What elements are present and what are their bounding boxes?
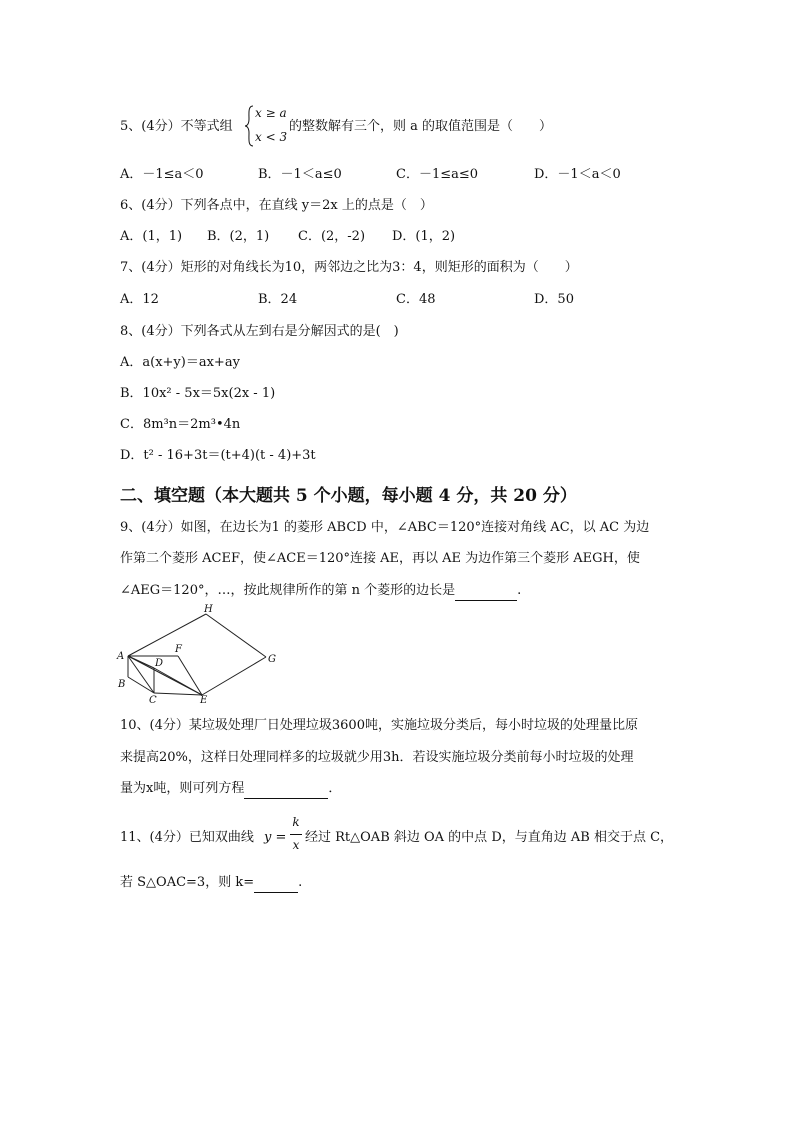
q11-line-2-end: . [298,875,303,890]
q6-text: 6、(4分）下列各点中，在直线 y＝2x 上的点是（ ） [120,198,433,213]
q8-option-c: C．8m³n＝2m³•4n [120,417,241,432]
figure-label-a: A [117,651,125,662]
rhombus-figure [112,602,287,704]
q5-prefix: 5、(4分）不等式组 [120,119,233,134]
q5-system-top: x ≥ a [255,106,287,120]
figure-label-d: D [155,658,164,669]
q11-line-2 [120,874,302,893]
q7-option-c: C．48 [396,292,436,307]
figure-label-g: G [268,654,276,665]
q10-line-1: 10、(4分）某垃圾处理厂日处理垃圾3600吨，实施垃圾分类后，每小时垃圾的处理量比原 [120,718,638,733]
figure-label-b: B [118,679,126,690]
q8-option-a: A．a(x+y)＝ax+ay [120,355,240,370]
q11-fraction-bar [290,834,302,835]
brace-icon [244,105,254,147]
q5-option-c: C．－1≤a≤0 [396,167,479,182]
q5-option-d: D．－1＜a＜0 [534,167,621,182]
q11-numerator: k [292,815,300,829]
section-heading: 二、填空题（本大题共 5 个小题，每小题 4 分，共 20 分） [120,486,577,506]
q6-option-b: B．(2，1) [207,229,270,244]
q11-answer-blank[interactable] [254,874,298,893]
q5-option-a: A．－1≤a＜0 [120,167,204,182]
q9-line-2: 作第二个菱形 ACEF，使∠ACE＝120°连接 AE，再以 AE 为边作第三个菱形 AEGH，使 [120,551,640,566]
q7-option-d: D．50 [534,292,574,307]
q10-line-3 [120,780,341,799]
q9-line-3 [120,582,521,601]
q6-option-c: C．(2，-2) [298,229,366,244]
figure-label-f: F [175,644,182,655]
q10-line-3-text: 量为x吨，则可列方程 [120,781,245,796]
q8-text: 8、(4分）下列各式从左到右是分解因式的是( ) [120,324,399,339]
figure-label-c: C [149,695,157,704]
q6-option-d: D．(1，2) [392,229,456,244]
q5-option-b: B．－1＜a≤0 [258,167,342,182]
q6-option-a: A．(1，1) [120,229,183,244]
q8-option-d: D．t² - 16+3t＝(t+4)(t - 4)+3t [120,448,316,463]
q10-line-3-end: ． [328,781,342,796]
q11-denominator: x [292,838,300,852]
figure-label-e: E [200,695,208,704]
q10-line-2: 来提高20%，这样日处理同样多的垃圾就少用3h．若设实施垃圾分类前每小时垃圾的处理 [120,750,634,765]
q11-line-2-text: 若 S△OAC=3，则 k= [120,875,255,890]
q11-prefix: 11、(4分）已知双曲线 [120,830,254,845]
q10-answer-blank[interactable] [244,780,328,799]
q11-y-equals: y = [264,830,287,845]
q9-line-3-end: . [517,583,522,598]
q7-option-b: B．24 [258,292,298,307]
figure-label-h: H [204,604,213,615]
q7-option-a: A．12 [120,292,159,307]
q9-line-3-text: ∠AEG＝120°，…，按此规律所作的第 n 个菱形的边长是 [120,583,456,598]
q5-system-bottom: x < 3 [255,130,288,144]
q9-line-1: 9、(4分）如图，在边长为1 的菱形 ABCD 中，∠ABC＝120°连接对角线 AC，以 AC 为边 [120,520,650,535]
q5-suffix: 的整数解有三个，则 a 的取值范围是（ ） [289,119,553,134]
q11-suffix: 经过 Rt△OAB 斜边 OA 的中点 D，与直角边 AB 相交于点 C， [305,830,674,845]
q8-option-b: B．10x² - 5x＝5x(2x - 1) [120,386,276,401]
q9-answer-blank[interactable] [455,582,517,601]
q7-text: 7、(4分）矩形的对角线长为10，两邻边之比为3：4，则矩形的面积为（ ） [120,260,578,275]
